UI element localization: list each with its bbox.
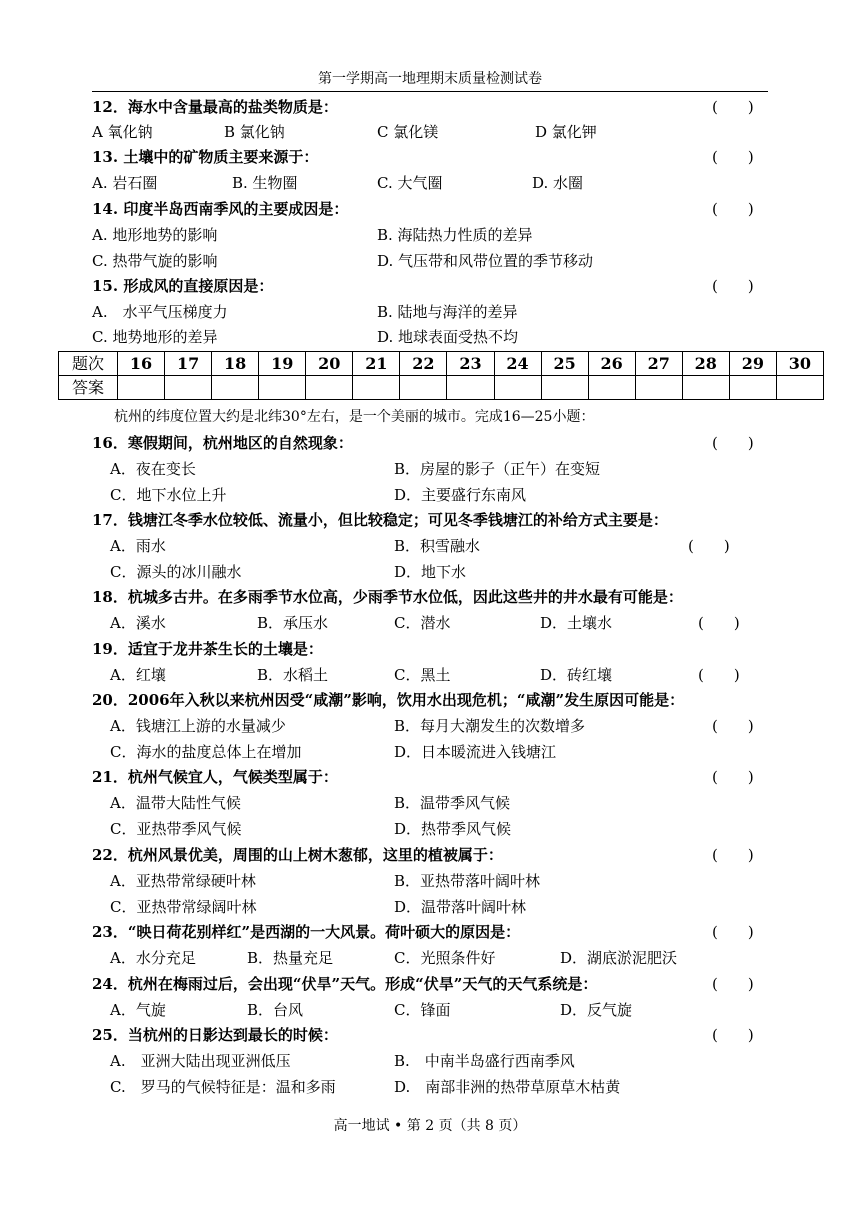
question-25-stem: 25．当杭州的日影达到最长的时候：: [92, 1026, 338, 1044]
q12-option-c: C 氯化镁: [377, 123, 439, 141]
answer-blank-22[interactable]: ( ): [712, 846, 754, 864]
answer-blank-16[interactable]: ( ): [712, 434, 754, 452]
header-rule: [92, 91, 768, 92]
question-number-cell: 19: [259, 352, 306, 376]
question-number-cell: 20: [306, 352, 353, 376]
answer-cell[interactable]: [729, 376, 776, 400]
question-number-cell: 22: [400, 352, 447, 376]
answer-blank-13[interactable]: ( ): [712, 148, 754, 166]
q14-option-b: B. 海陆热力性质的差异: [377, 226, 533, 244]
q15-option-c: C. 地势地形的差异: [92, 328, 218, 346]
question-12-stem: 12．海水中含量最高的盐类物质是：: [92, 98, 338, 116]
q18-option-c: C．潜水: [394, 614, 451, 632]
q25-option-b: B. 中南半岛盛行西南季风: [394, 1052, 575, 1070]
q20-option-c: C．海水的盐度总体上在增加: [110, 743, 302, 761]
question-number-cell: 27: [635, 352, 682, 376]
question-16-stem: 16．寒假期间，杭州地区的自然现象：: [92, 434, 353, 452]
answer-blank-14[interactable]: ( ): [712, 200, 754, 218]
answer-blank-19[interactable]: ( ): [698, 666, 740, 684]
question-15-stem: 15. 形成风的直接原因是：: [92, 277, 274, 295]
q16-option-b: B．房屋的影子（正午）在变短: [394, 460, 601, 478]
answer-cell[interactable]: [588, 376, 635, 400]
q12-option-b: B 氯化钠: [224, 123, 285, 141]
answer-cell[interactable]: [635, 376, 682, 400]
q21-option-c: C．亚热带季风气候: [110, 820, 242, 838]
answer-blank-24[interactable]: ( ): [712, 975, 754, 993]
question-number-cell: 28: [682, 352, 729, 376]
answer-blank-25[interactable]: ( ): [712, 1026, 754, 1044]
answer-blank-18[interactable]: ( ): [698, 614, 740, 632]
section-intro: 杭州的纬度位置大约是北纬30°左右，是一个美丽的城市。完成16—25小题：: [114, 409, 595, 425]
answer-blank-17[interactable]: ( ): [688, 537, 730, 555]
q15-option-b: B. 陆地与海洋的差异: [377, 303, 518, 321]
q23-option-b: B．热量充足: [247, 949, 334, 967]
q17-option-a: A．雨水: [110, 537, 166, 555]
question-number-cell: 26: [588, 352, 635, 376]
q16-option-a: A．夜在变长: [110, 460, 196, 478]
question-14-stem: 14. 印度半岛西南季风的主要成因是：: [92, 200, 349, 218]
answer-cell[interactable]: [400, 376, 447, 400]
answer-cell[interactable]: [447, 376, 494, 400]
q14-option-d: D. 气压带和风带位置的季节移动: [377, 252, 594, 270]
question-number-cell: 29: [729, 352, 776, 376]
q21-option-b: B．温带季风气候: [394, 794, 511, 812]
answer-cell[interactable]: [259, 376, 306, 400]
answer-table: [58, 351, 824, 400]
q20-option-d: D．日本暖流进入钱塘江: [394, 743, 557, 761]
answer-blank-21[interactable]: ( ): [712, 768, 754, 786]
q22-option-d: D．温带落叶阔叶林: [394, 898, 527, 916]
answer-cell[interactable]: [353, 376, 400, 400]
question-number-cell: 23: [447, 352, 494, 376]
answer-blank-20[interactable]: ( ): [712, 717, 754, 735]
answer-cell[interactable]: [682, 376, 729, 400]
q23-option-a: A．水分充足: [110, 949, 196, 967]
question-number-cell: 18: [212, 352, 259, 376]
question-21-stem: 21．杭州气候宜人，气候类型属于：: [92, 768, 338, 786]
page-footer: 高一地试 • 第 2 页（共 8 页）: [333, 1118, 527, 1134]
question-number-cell: 25: [541, 352, 588, 376]
q13-option-c: C. 大气圈: [377, 174, 443, 192]
question-20-stem: 20．2006年入秋以来杭州因受“咸潮”影响，饮用水出现危机；“咸潮”发生原因可能是：: [92, 691, 685, 709]
q21-option-d: D．热带季风气候: [394, 820, 512, 838]
question-number-cell: 24: [494, 352, 541, 376]
question-number-cell: 17: [165, 352, 212, 376]
answer-blank-23[interactable]: ( ): [712, 923, 754, 941]
q24-option-d: D．反气旋: [560, 1001, 633, 1019]
q18-option-d: D．土壤水: [540, 614, 613, 632]
question-22-stem: 22．杭州风景优美，周围的山上树木葱郁，这里的植被属于：: [92, 846, 503, 864]
question-number-cell: 30: [776, 352, 823, 376]
answer-cell[interactable]: [494, 376, 541, 400]
q23-option-d: D．湖底淤泥肥沃: [560, 949, 678, 967]
question-17-stem: 17．钱塘江冬季水位较低、流量小，但比较稳定；可见冬季钱塘江的补给方式主要是：: [92, 511, 668, 529]
q19-option-c: C．黑土: [394, 666, 451, 684]
answer-row: [59, 376, 824, 400]
q15-option-d: D. 地球表面受热不均: [377, 328, 519, 346]
q19-option-b: B．水稻土: [257, 666, 329, 684]
answer-blank-15[interactable]: ( ): [712, 277, 754, 295]
question-number-label: 题次: [59, 352, 118, 376]
q22-option-a: A．亚热带常绿硬叶林: [110, 872, 256, 890]
question-number-cell: 16: [118, 352, 165, 376]
answer-label: 答案: [59, 376, 118, 400]
q18-option-b: B．承压水: [257, 614, 329, 632]
q15-option-a: A. 水平气压梯度力: [92, 303, 228, 321]
q24-option-c: C．锋面: [394, 1001, 451, 1019]
q25-option-a: A. 亚洲大陆出现亚洲低压: [110, 1052, 291, 1070]
answer-blank-12[interactable]: ( ): [712, 98, 754, 116]
q23-option-c: C．光照条件好: [394, 949, 496, 967]
q13-option-a: A. 岩石圈: [92, 174, 158, 192]
q16-option-d: D．主要盛行东南风: [394, 486, 527, 504]
page-header: 第一学期高一地理期末质量检测试卷: [318, 71, 542, 87]
q22-option-c: C．亚热带常绿阔叶林: [110, 898, 257, 916]
answer-cell[interactable]: [118, 376, 165, 400]
q16-option-c: C．地下水位上升: [110, 486, 227, 504]
q17-option-b: B．积雪融水: [394, 537, 481, 555]
question-number-row: [59, 352, 824, 376]
answer-cell[interactable]: [306, 376, 353, 400]
q22-option-b: B．亚热带落叶阔叶林: [394, 872, 541, 890]
q14-option-c: C. 热带气旋的影响: [92, 252, 218, 270]
q17-option-c: C．源头的冰川融水: [110, 563, 242, 581]
q24-option-a: A．气旋: [110, 1001, 166, 1019]
q19-option-a: A．红壤: [110, 666, 166, 684]
question-number-cell: 21: [353, 352, 400, 376]
question-23-stem: 23．“映日荷花别样红”是西湖的一大风景。荷叶硕大的原因是：: [92, 923, 521, 941]
answer-cell[interactable]: [776, 376, 823, 400]
answer-cell[interactable]: [212, 376, 259, 400]
answer-cell[interactable]: [165, 376, 212, 400]
q17-option-d: D．地下水: [394, 563, 467, 581]
q21-option-a: A．温带大陆性气候: [110, 794, 241, 812]
q13-option-d: D. 水圈: [532, 174, 584, 192]
q24-option-b: B．台风: [247, 1001, 304, 1019]
q19-option-d: D．砖红壤: [540, 666, 613, 684]
q12-option-a: A 氧化钠: [92, 123, 153, 141]
q20-option-a: A．钱塘江上游的水量减少: [110, 717, 286, 735]
question-19-stem: 19．适宜于龙井茶生长的土壤是：: [92, 640, 323, 658]
question-18-stem: 18．杭城多古井。在多雨季节水位高，少雨季节水位低，因此这些井的井水最有可能是：: [92, 588, 683, 606]
q20-option-b: B．每月大潮发生的次数增多: [394, 717, 586, 735]
question-24-stem: 24．杭州在梅雨过后，会出现“伏旱”天气。形成“伏旱”天气的天气系统是：: [92, 975, 598, 993]
answer-cell[interactable]: [541, 376, 588, 400]
q25-option-d: D. 南部非洲的热带草原草木枯黄: [394, 1078, 621, 1096]
q14-option-a: A. 地形地势的影响: [92, 226, 218, 244]
q13-option-b: B. 生物圈: [232, 174, 298, 192]
q18-option-a: A．溪水: [110, 614, 166, 632]
question-13-stem: 13. 土壤中的矿物质主要来源于：: [92, 148, 319, 166]
q12-option-d: D 氯化钾: [535, 123, 597, 141]
q25-option-c: C. 罗马的气候特征是：温和多雨: [110, 1078, 336, 1096]
